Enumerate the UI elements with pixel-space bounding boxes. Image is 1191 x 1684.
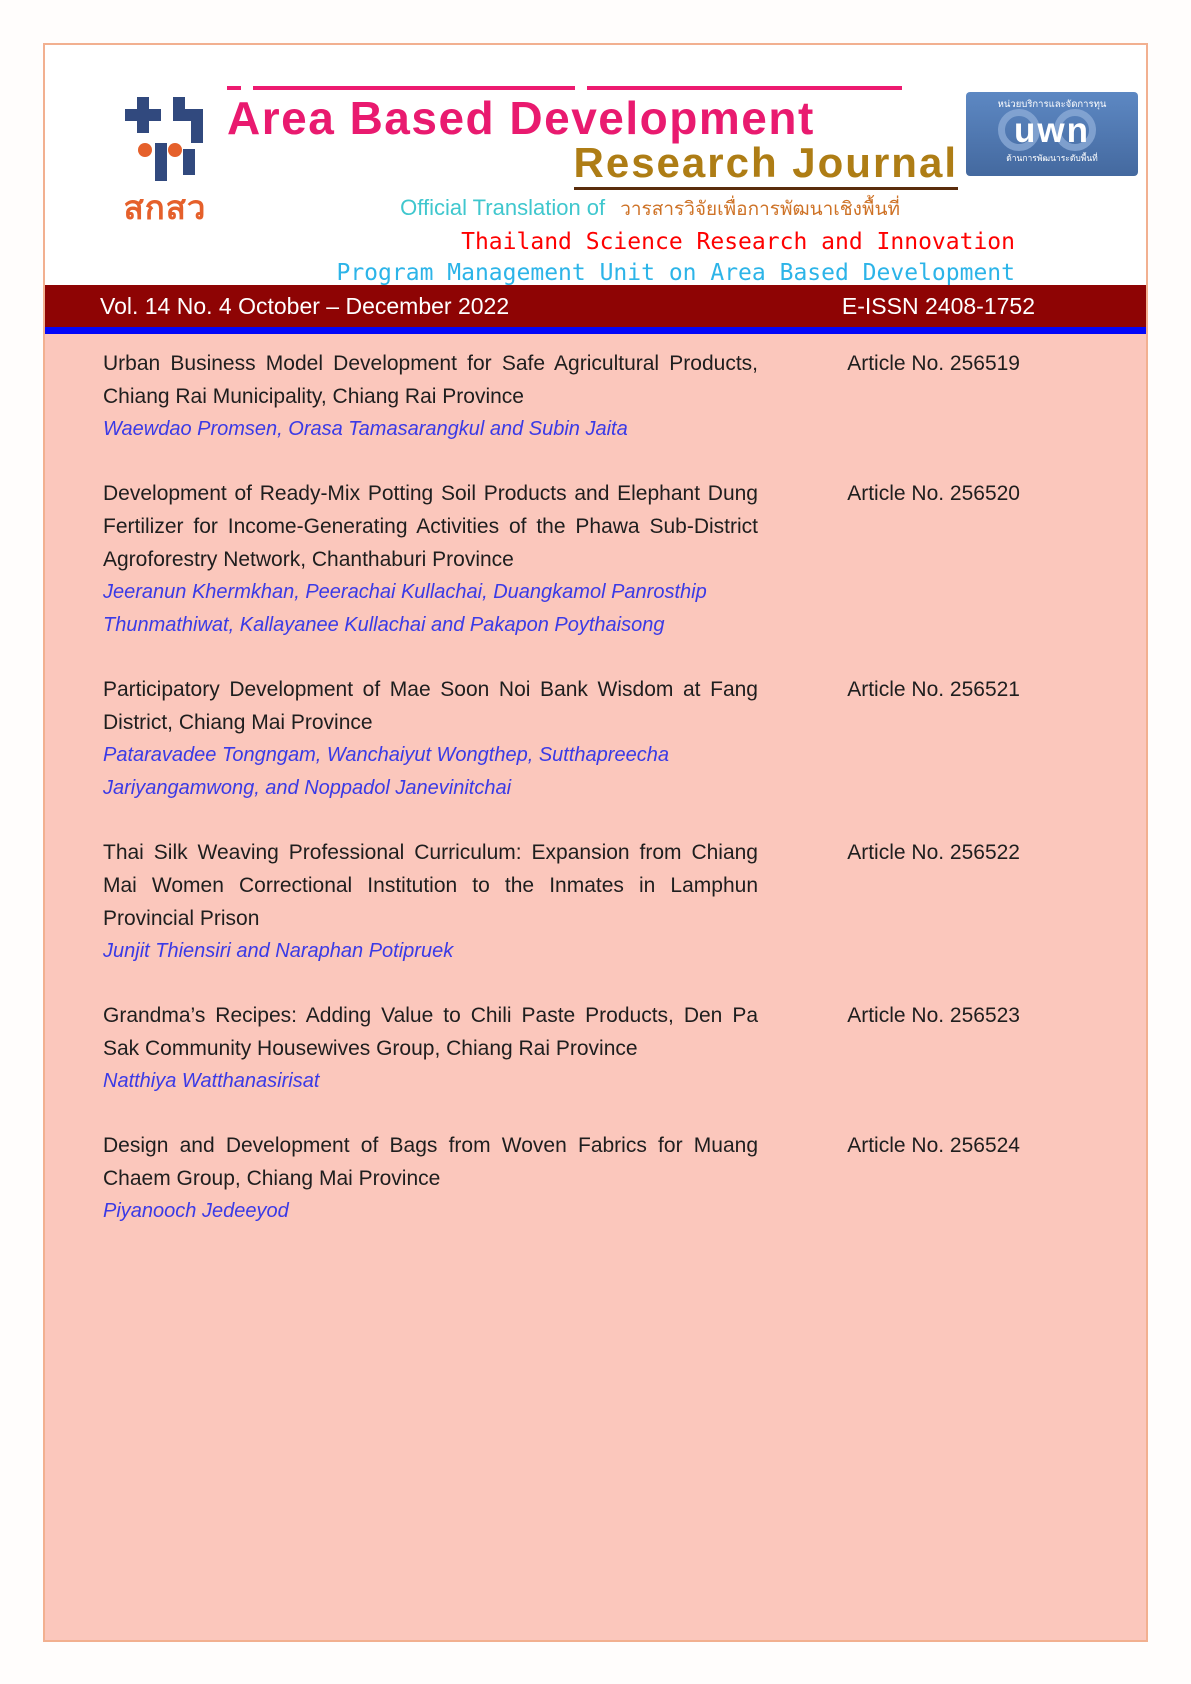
article-authors: Jeeranun Khermkhan, Peerachai Kullachai, Duangkamol Panrosthip Thunmathiwat, Kallayanee Kullachai and Pakapon Poythaisong	[103, 581, 707, 636]
article-title: Design and Development of Bags from Woven Fabrics for Muang Chaem Group, Chiang Mai Province	[103, 1134, 758, 1190]
eissn-number: E-ISSN 2408-1752	[841, 292, 1035, 319]
article-number: Article No. 256523	[847, 1004, 1020, 1027]
volume-issue-date: Vol. 14 No. 4 October – December 2022	[100, 292, 510, 319]
article-entry	[103, 836, 1020, 968]
article-entry	[103, 999, 1020, 1098]
article-title: Participatory Development of Mae Soon Noi Bank Wisdom at Fang District, Chiang Mai Province	[103, 678, 758, 734]
page-frame	[43, 43, 1148, 1642]
article-entry	[103, 477, 1020, 642]
article-number: Article No. 256519	[847, 352, 1020, 375]
subtitle-thai: วารสารวิจัยเพื่อการพัฒนาเชิงพื้นที่	[620, 199, 900, 220]
journal-header	[45, 45, 1146, 285]
article-title: Grandma’s Recipes: Adding Value to Chili Paste Products, Den Pa Sak Community Housewives Group, Chiang Rai Province	[103, 1004, 758, 1060]
article-authors: Piyanooch Jedeeyod	[103, 1200, 289, 1222]
article-authors: Pataravadee Tongngam, Wanchaiyut Wongthep, Sutthapreecha Jariyangamwong, and Noppadol Janevinitchai	[103, 744, 669, 799]
article-number: Article No. 256524	[847, 1134, 1020, 1157]
journal-title-line1: Area Based Development	[227, 92, 815, 144]
uwn-pmua-logo	[966, 92, 1138, 176]
article-title: Thai Silk Weaving Professional Curriculum: Expansion from Chiang Mai Women Correctional Institution to the Inmates in Lamphun Provincial Prison	[103, 841, 758, 930]
sksv-logo	[105, 83, 225, 224]
subtitle-english: Official Translation of	[400, 195, 606, 220]
journal-subtitle	[400, 196, 900, 221]
article-number: Article No. 256520	[847, 482, 1020, 505]
org-line-tsri: Thailand Science Research and Innovation	[461, 229, 1015, 255]
uwn-logo-top-text: หน่วยบริการและจัดการทุน	[997, 99, 1107, 110]
article-title: Urban Business Model Development for Safe Agricultural Products, Chiang Rai Municipality, Chiang Rai Province	[103, 352, 758, 408]
uwn-logo-bottom-text: ด้านการพัฒนาระดับพื้นที่	[1006, 153, 1098, 163]
article-entry	[103, 347, 1020, 446]
article-entry	[103, 1129, 1020, 1228]
article-entry	[103, 673, 1020, 805]
uwn-logo-main-text: uwn	[1014, 111, 1090, 150]
table-of-contents	[45, 334, 1146, 1640]
article-number: Article No. 256521	[847, 678, 1020, 701]
journal-title-line2: Research Journal	[574, 142, 959, 190]
article-authors: Junjit Thiensiri and Naraphan Potipruek	[103, 940, 454, 962]
article-authors: Waewdao Promsen, Orasa Tamasarangkul and Subin Jaita	[103, 418, 628, 440]
title-overline	[227, 86, 902, 90]
article-number: Article No. 256522	[847, 841, 1020, 864]
blue-divider-rule	[45, 327, 1146, 334]
org-line-pmu: Program Management Unit on Area Based Development	[336, 260, 1015, 286]
article-title: Development of Ready-Mix Potting Soil Products and Elephant Dung Fertilizer for Income-Generating Activities of the Phawa Sub-District Agroforestry Network, Chanthaburi Province	[103, 482, 758, 571]
issue-info-bar	[45, 285, 1146, 327]
sksv-logo-icon	[117, 83, 213, 187]
article-authors: Natthiya Watthanasirisat	[103, 1070, 320, 1092]
sksv-logo-text: สกสว	[123, 189, 207, 226]
